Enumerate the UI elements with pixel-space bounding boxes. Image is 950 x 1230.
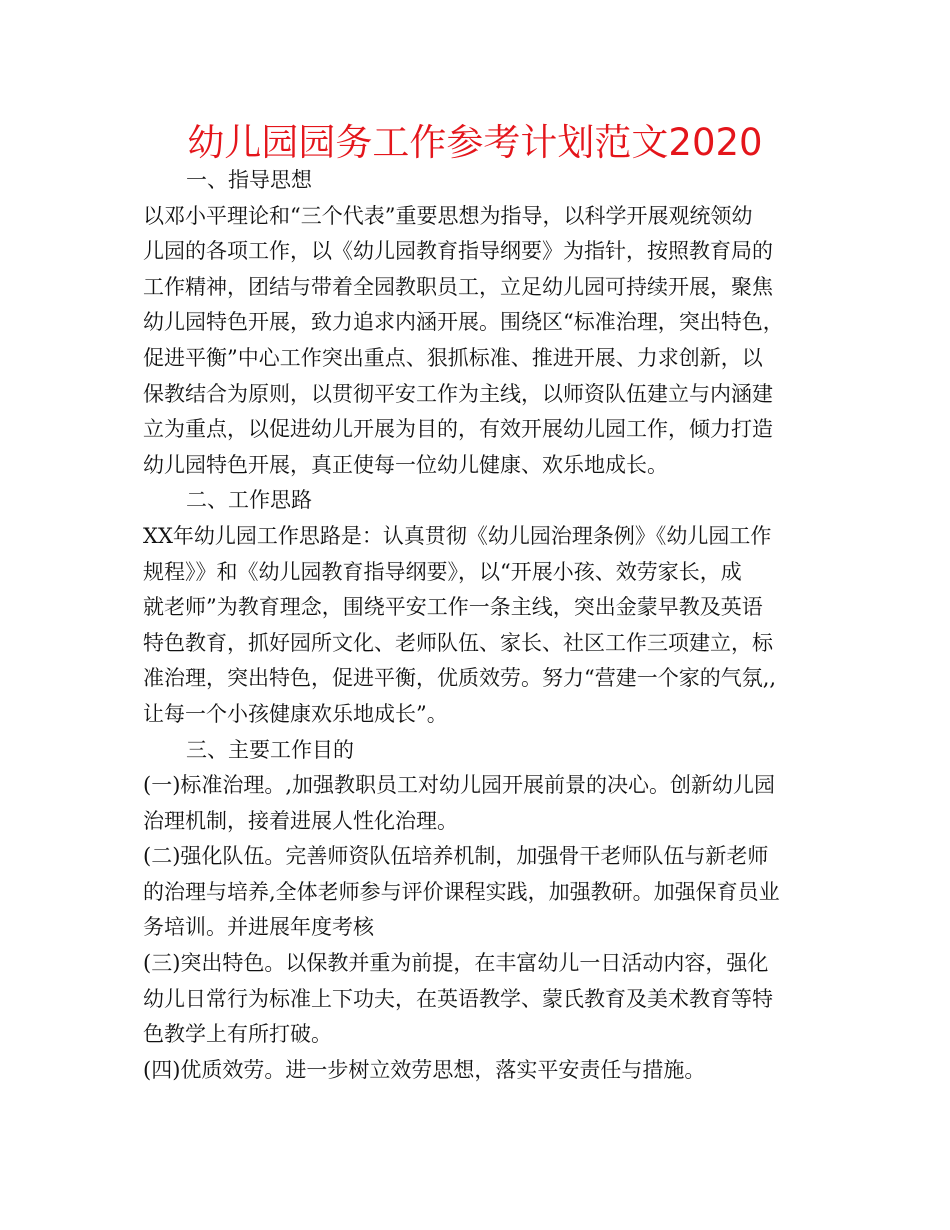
paragraph-line: XX年幼儿园工作思路是：认真贯彻《幼儿园治理条例》《幼儿园工作 <box>143 523 772 548</box>
paragraph-line: 色教学上有所打破。 <box>143 1022 332 1047</box>
document-body <box>143 163 823 1088</box>
paragraph-line: 特色教育，抓好园所文化、老师队伍、家长、社区工作三项建立，标 <box>143 630 773 655</box>
paragraph-line: 让每一个小孩健康欢乐地成长”。 <box>143 701 448 726</box>
paragraph-line: 治理机制，接着进展人性化治理。 <box>143 808 458 833</box>
paragraph-line: (四)优质效劳。进一步树立效劳思想，落实平安责任与措施。 <box>143 1057 706 1082</box>
section-heading: 一、指导思想 <box>186 168 312 192</box>
paragraph-line: 促进平衡”中心工作突出重点、狠抓标准、推进开展、力求创新，以 <box>143 345 763 370</box>
paragraph-line: 幼儿日常行为标准上下功夫，在英语教学、蒙氏教育及美术教育等特 <box>143 986 773 1011</box>
paragraph-line: (一)标准治理。,加强教职员工对幼儿园开展前景的决心。创新幼儿园 <box>143 773 776 798</box>
paragraph-line: 的治理与培养,全体老师参与评价课程实践，加强教研。加强保育员业 <box>143 879 780 904</box>
paragraph-line: 保教结合为原则，以贯彻平安工作为主线，以师资队伍建立与内涵建 <box>143 381 773 406</box>
section-heading: 二、工作思路 <box>186 488 312 513</box>
paragraph-line: 务培训。并进展年度考核 <box>143 915 374 940</box>
section-heading: 三、主要工作目的 <box>186 737 354 762</box>
paragraph-line: 工作精神，团结与带着全园教职员工，立足幼儿园可持续开展，聚焦 <box>143 274 773 299</box>
paragraph-line: 幼儿园特色开展，真正使每一位幼儿健康、欢乐地成长。 <box>143 452 668 477</box>
document-title: 幼儿园园务工作参考计划范文2020 <box>187 121 763 164</box>
paragraph-line: 准治理，突出特色，促进平衡，优质效劳。努力“营建一个家的气氛,, <box>143 666 777 691</box>
paragraph-line: 以邓小平理论和“三个代表”重要思想为指导，以科学开展观统领幼 <box>143 203 753 228</box>
paragraph-line: 幼儿园特色开展，致力追求内涵开展。围绕区“标准治理，突出特色， <box>143 310 784 335</box>
paragraph-line: (二)强化队伍。完善师资队伍培养机制，加强骨干老师队伍与新老师 <box>143 844 769 869</box>
paragraph-line: 儿园的各项工作，以《幼儿园教育指导纲要》为指针，按照教育局的 <box>143 239 773 264</box>
paragraph-line: 立为重点，以促进幼儿开展为目的，有效开展幼儿园工作，倾力打造 <box>143 417 773 442</box>
paragraph-line: 规程》》和《幼儿园教育指导纲要》，以“开展小孩、效劳家长，成 <box>143 559 742 584</box>
paragraph-line: 就老师”为教育理念，围绕平安工作一条主线，突出金蒙早教及英语 <box>143 595 763 620</box>
paragraph-line: (三)突出特色。以保教并重为前提，在丰富幼儿一日活动内容，强化 <box>143 951 769 976</box>
